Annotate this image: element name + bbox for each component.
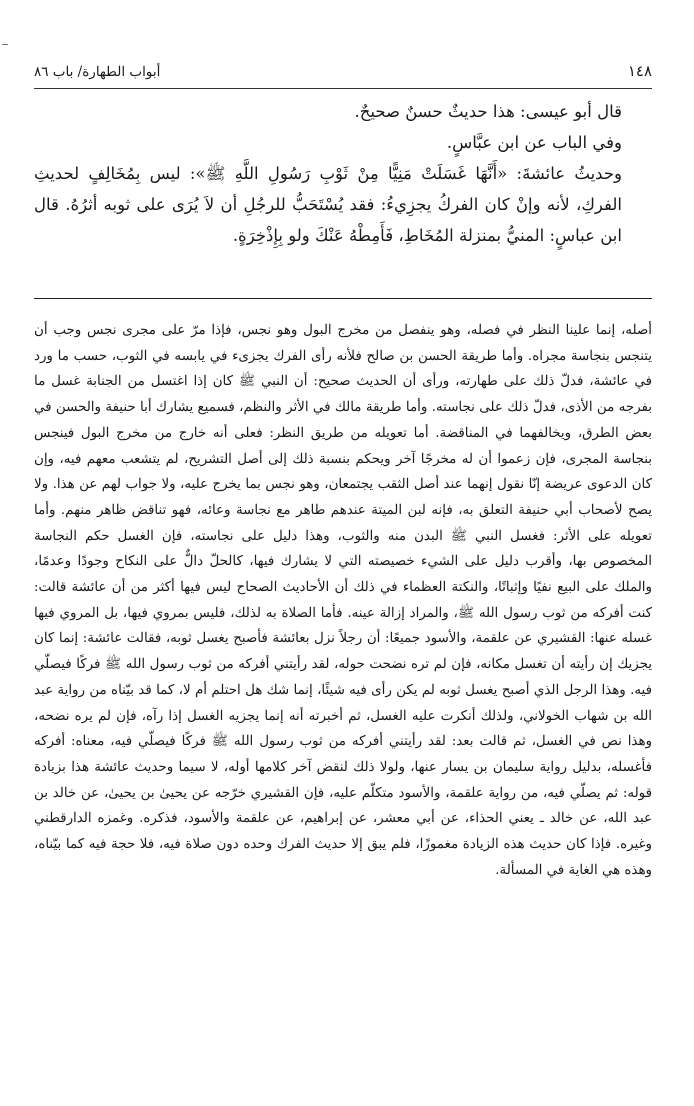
commentary-paragraph: أصله، إنما علينا النظر في فصله، وهو ينفصل من مخرج البول وهو نجس، فإذا مرّ على مجرى نجس وجب أن يتنجس بنجاسة مجراه. وأما طريقة الحسن بن صالح فلأنه رأى الفرك يجزىء في يابسه في الثوب، حسب ما ورد في عائشة، فدلّ ذلك على طهارته، ورأى أن الحديث صحيح: أن النبي ﷺ كان إذا اغتسل من الجنابة غسل ما بفرجه من الأذى، فدلّ ذلك على نجاسته. وأما طريقة مالك في الأثر والنظم، فسميع يشارك أبا حنيفة والحسن في بعض الطرق، ويخالفهما في المناقضة. أما تعويله من طريق النظر: فعلى أنه خارج من مخرج البول فينجس بنجاسة المجرى، فإن زعموا أن له مخرجًا آخر ويحكم بنسبة ذلك إلى أصل التشريح، لم يتشعب معهم فيه، وإن كان الدعوى عريضة إنّا نقول إنهما عند أصل الثقب يجتمعان، وهو نجس بما يخرج عليه، ولا جواب لهم عن هذا. ولا يصح لأصحاب أبي حنيفة التعلق به، فإنه لبن الميتة عندهم طاهر مع نجاسة وعائه، فهو تناقض ظاهر منهم. وأما تعويله على الأثر: فغسل النبي ﷺ البدن منه والثوب، وهذا دليل على نجاسته، فإن الغسل حكم النجاسة المخصوص بها، وأقرب دليل على الشيء خصيصته التي لا يشارك فيها، كالحلّ دالٌّ على النكاح وجودًا وعدمًا، والملك على البيع نفيًا وإثباتًا، والنكتة العظماء في ذلك أن الأحاديث الصحاح ليس فيها أكثر من أن عائشة قالت: كنت أفركه من ثوب رسول الله ﷺ، والمراد إزالة عينه. فأما الصلاة به لذلك، فليس بمروي فيها، بل المروي فيها غسله عنها: القشيري عن علقمة، والأسود جميعًا: أن رجلاً نزل بعائشة فأصبح يغسل ثوبه، فقالت عائشة: إنما كان يجزيك إن رأيته أن تغسل مكانه، فإن لم تره نضحت حوله، لقد رأيتني أفركه من ثوب رسول الله ﷺ فركًا فيصلّي فيه. وهذا الرجل الذي أصبح يغسل ثوبه لم يكن رأى فيه شيئًا، إنما شك هل احتلم أم لا، كما قد بيّناه من رواية عبد الله بن شهاب الخولاني، ولذلك أنكرت عليه الغسل، ثم أخبرته أنه إنما يجزيه الغسل إذا رآه، فإن لم يره نضحه، وهذا نص في الغسل، ثم قالت بعد: لقد رأيتني أفركه من ثوب رسول الله ﷺ فركًا فيصلّي فيه، معناه: أفركه فأغسله، بدليل رواية سليمان بن يسار عنها، ولولا ذلك لنقض آخر كلامها أوله، لا سيما وحديث عائشة هذا بزيادة قوله: ثم يصلّي فيه، من رواية علقمة، والأسود متكلّم عليه، فإن القشيري خرّجه عن يحيىٰ بن يحيىٰ، عن خالد بن عبد الله، عن خالد ـ يعني الحذاء، عن أبي معشر، عن إبراهيم، عن علقمة والأسود، فذكره. وغمزه الدارقطني وغيره. فإذا كان حديث هذه الزيادة مغموزًا، فلم يبق إلا حديث الفرك وحده دون صلاة فيه، فلا حجة فيه كما بيّناه، وهذه هي الغاية في المسألة. bbox=[34, 323, 652, 878]
header-divider bbox=[34, 88, 652, 89]
page-number: ١٤٨ bbox=[627, 62, 652, 80]
running-title: أبواب الطهارة/ باب ٨٦ bbox=[34, 64, 161, 80]
commentary-block bbox=[34, 318, 652, 883]
commentary-divider bbox=[34, 298, 652, 299]
page-header bbox=[34, 62, 652, 84]
main-paragraph-aisha: وحديثُ عائشةَ: «أَنَّهَا غَسَلَتْ مَنِيًّا مِنْ ثَوْبِ رَسُولِ اللَّهِ ﷺ»: ليس بِمُخَالِفٍ لحديثِ الفركِ، لأنه وإنْ كان الفركُ يجزِيءُ: فقد يُسْتَحَبُّ للرجُلِ أن لاَ يُرَى على ثوبه أثرُهُ. قال ابن عباسٍ: المنيُّ بمنزلة المُخَاطِ، فَأَمِطْهُ عَنْكَ ولو بِإِذْخِرَةٍ. bbox=[34, 164, 622, 245]
main-text-block bbox=[34, 96, 652, 251]
main-line-bab: وفي الباب عن ابن عبَّاسٍ. bbox=[446, 133, 622, 152]
margin-mark bbox=[2, 44, 8, 45]
main-line-abu-isa: قال أبو عيسى: هذا حديثٌ حسنٌ صحيحٌ. bbox=[354, 102, 622, 121]
